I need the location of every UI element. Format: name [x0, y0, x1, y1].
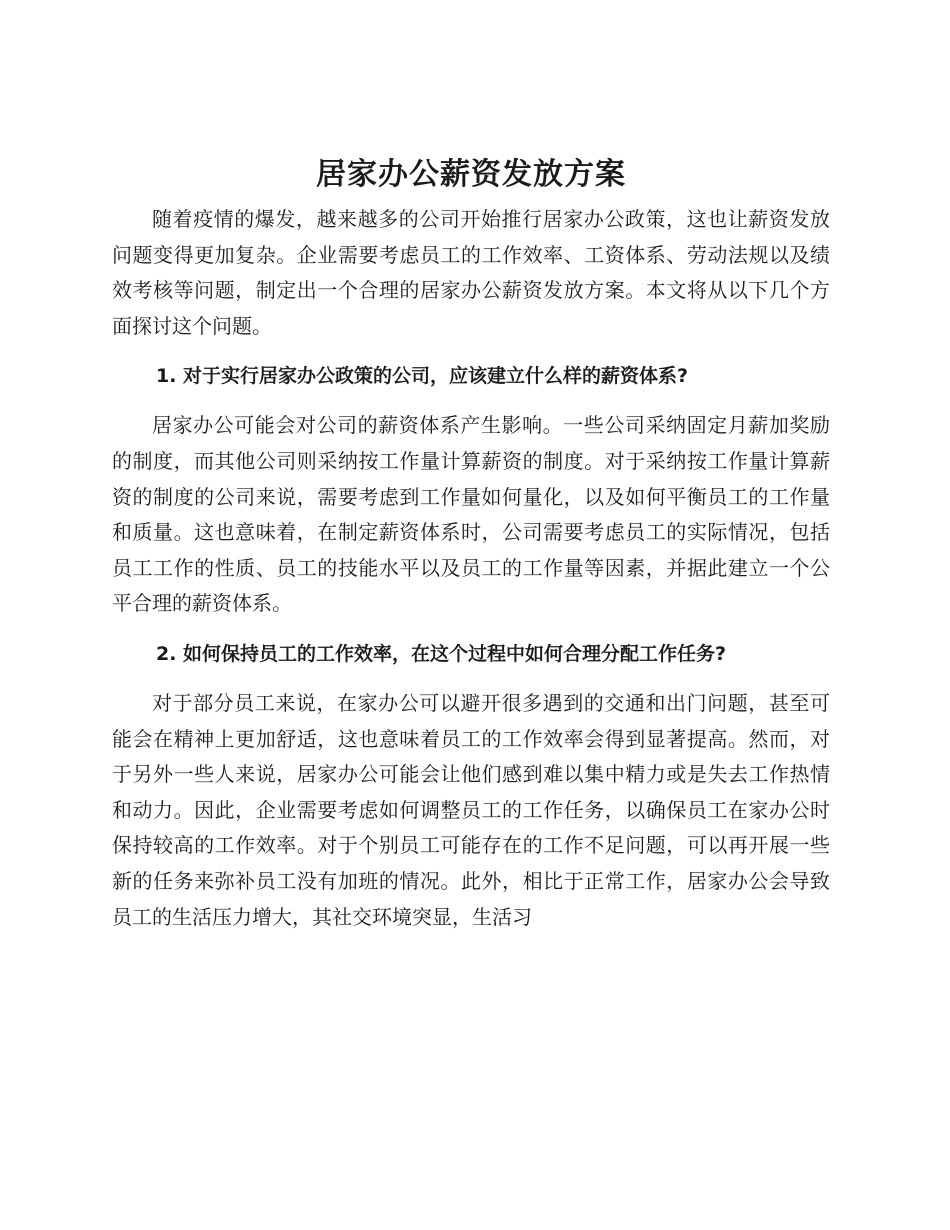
section-2-heading: 2. 如何保持员工的工作效率，在这个过程中如何合理分配工作任务?	[156, 642, 727, 665]
intro-paragraph: 随着疫情的爆发，越来越多的公司开始推行居家办公政策，这也让薪资发放问题变得更加复杂。企业需要考虑员工的工作效率、工资体系、劳动法规以及绩效考核等问题，制定出一个合理的居家办公薪资发放方案。本文将从以下几个方面探讨这个问题。	[112, 207, 830, 338]
section-1-heading: 1. 对于实行居家办公政策的公司，应该建立什么样的薪资体系?	[156, 365, 689, 388]
document-title: 居家办公薪资发放方案	[316, 157, 626, 192]
spacer	[112, 390, 830, 408]
section-1-body: 居家办公可能会对公司的薪资体系产生影响。一些公司采纳固定月薪加奖励的制度，而其他公司则采纳按工作量计算薪资的制度。对于采纳按工作量计算薪资的制度的公司来说，需要考虑到工作量如何量化，以及如何平衡员工的工作量和质量。这也意味着，在制定薪资体系时，公司需要考虑员工的实际情况，包括员工工作的性质、员工的技能水平以及员工的工作量等因素，并据此建立一个公平合理的薪资体系。	[112, 413, 830, 616]
spacer	[112, 622, 830, 640]
spacer	[112, 668, 830, 686]
document-page	[112, 148, 830, 935]
section-2-body: 对于部分员工来说，在家办公可以避开很多遇到的交通和出门问题，甚至可能会在精神上更加舒适，这也意味着员工的工作效率会得到显著提高。然而，对于另外一些人来说，居家办公可能会让他们感到难以集中精力或是失去工作热情和动力。因此，企业需要考虑如何调整员工的工作任务，以确保员工在家办公时保持较高的工作效率。对于个别员工可能存在的工作不足问题，可以再开展一些新的任务来弥补员工没有加班的情况。此外，相比于正常工作，居家办公会导致员工的生活压力增大，其社交环境突显，生活习	[112, 690, 830, 929]
spacer	[112, 344, 830, 362]
